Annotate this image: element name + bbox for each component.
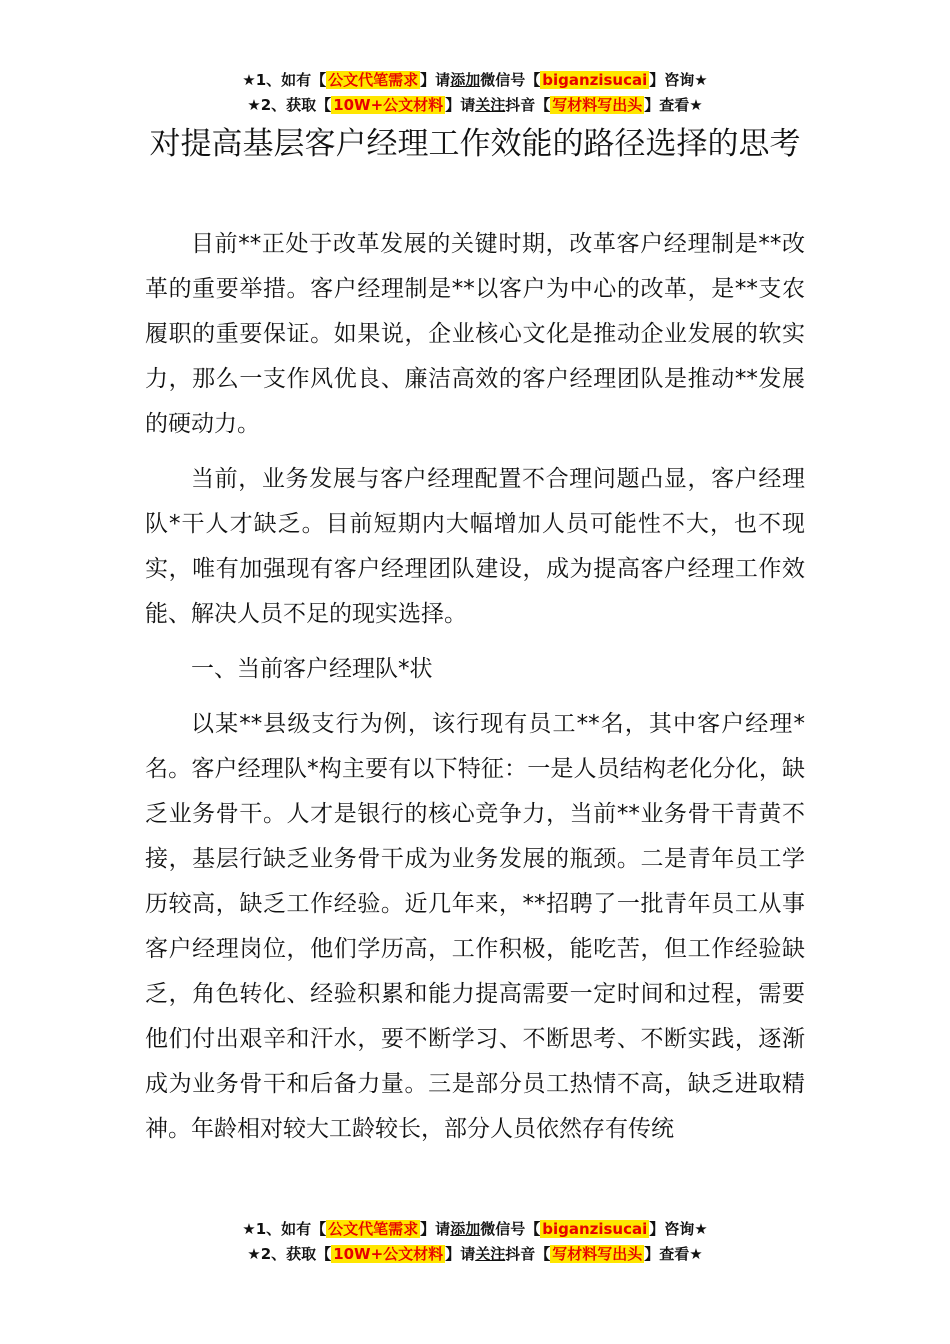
highlight-materials: 10W+公文材料: [333, 96, 444, 114]
highlight-wechat-id: biganzisucai: [542, 1220, 648, 1238]
paragraph-current-situation: 当前，业务发展与客户经理配置不合理问题凸显，客户经理队*干人才缺乏。目前短期内大幅增加人员可能性不大，也不现实，唯有加强现有客户经理团队建设，成为提高客户经理工作效能、解决人员不足的现实选择。: [145, 466, 805, 627]
banner-line-2: ★2、获取【 10W+公文材料 】请关注抖音【 写材料写出头 】查看★: [247, 96, 703, 114]
paragraph-team-analysis: 以某**县级支行为例，该行现有员工**名，其中客户经理*名。客户经理队*构主要有以下特征：一是人员结构老化分化，缺乏业务骨干。人才是银行的核心竞争力，当前**业务骨干青黄不接，基层行缺乏业务骨干成为业务发展的瓶颈。二是青年员工学历较高，缺乏工作经验。近几年来，**招聘了一批青年员工从事客户经理岗位，他们学历高，工作积极，能吃苦，但工作经验缺乏，角色转化、经验积累和能力提高需要一定时间和过程，需要他们付出艰辛和汗水，要不断学习、不断思考、不断实践，逐渐成为业务骨干和后备力量。三是部分员工热情不高，缺乏进取精神。年龄相对较大工龄较长，部分人员依然存有传统: [145, 711, 805, 1142]
highlight-service: 公文代笔需求: [328, 1220, 419, 1238]
section-heading-1: 一、当前客户经理队*状: [191, 656, 433, 682]
bottom-banner: [0, 1217, 950, 1267]
document-title: 对提高基层客户经理工作效能的路径选择的思考: [149, 126, 801, 162]
highlight-wechat-id: biganzisucai: [542, 71, 648, 89]
banner-line-1: ★1、如有【 公文代笔需求 】请添加微信号【 biganzisucai 】咨询★: [242, 1220, 708, 1238]
highlight-douyin-account: 写材料写出头: [552, 96, 643, 114]
top-banner: [0, 68, 950, 118]
highlight-materials: 10W+公文材料: [333, 1245, 444, 1263]
banner-line-1: ★1、如有【 公文代笔需求 】请添加微信号【 biganzisucai 】咨询★: [242, 71, 708, 89]
banner-line-2: ★2、获取【 10W+公文材料 】请关注抖音【 写材料写出头 】查看★: [247, 1245, 703, 1263]
document-body: [145, 222, 805, 1152]
highlight-service: 公文代笔需求: [328, 71, 419, 89]
paragraph-intro: 目前**正处于改革发展的关键时期，改革客户经理制是**改革的重要举措。客户经理制是**以客户为中心的改革，是**支农履职的重要保证。如果说，企业核心文化是推动企业发展的软实力，那么一支作风优良、廉洁高效的客户经理团队是推动**发展的硬动力。: [145, 231, 805, 437]
highlight-douyin-account: 写材料写出头: [552, 1245, 643, 1263]
